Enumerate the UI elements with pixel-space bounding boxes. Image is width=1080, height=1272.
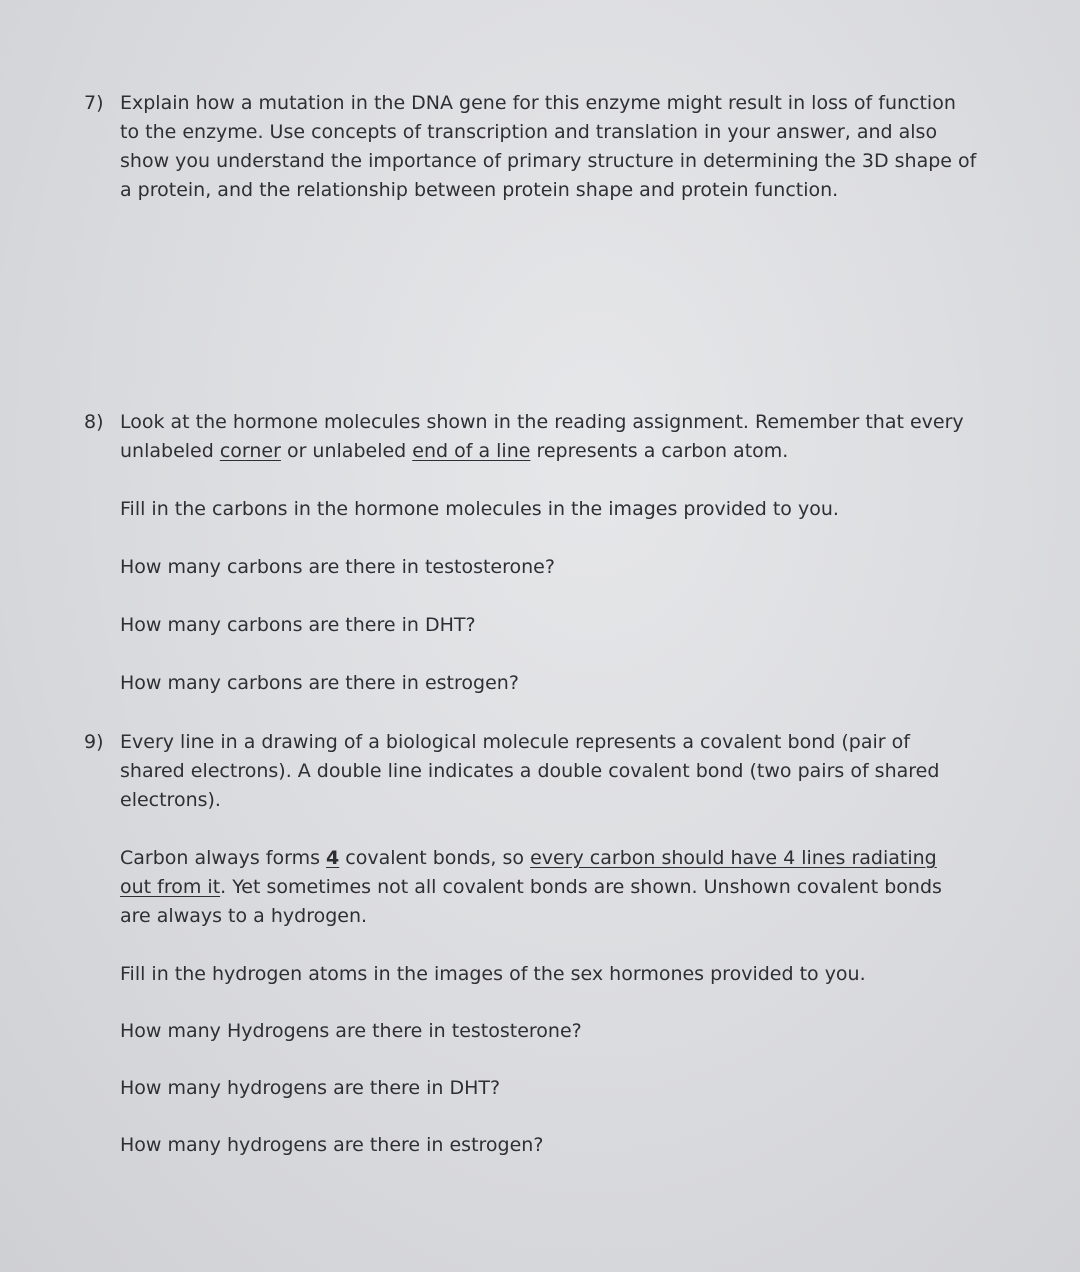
question-8-intro <box>120 408 980 466</box>
question-8-dht: How many carbons are there in DHT? <box>120 614 476 636</box>
question-8-intro-part-1: Look at the hormone molecules shown in the reading assignment. Remember that every unlabeled <box>120 411 964 462</box>
question-9-dht: How many hydrogens are there in DHT? <box>120 1077 501 1099</box>
underlined-four: 4 <box>326 847 340 869</box>
carbon-rule-part-1: Carbon always forms <box>120 847 327 869</box>
question-9-fill-instruction: Fill in the hydrogen atoms in the images of the sex hormones provided to you. <box>120 963 866 985</box>
question-8-number: 8) <box>84 411 104 433</box>
question-7-text: Explain how a mutation in the DNA gene for this enzyme might result in loss of function to the enzyme. Use concepts of transcription and translation in your answer, and also show you understand the importance of primary structure in determining the 3D shape of a protein, and the relationship between protein shape and protein function. <box>120 92 977 201</box>
carbon-rule-part-2: covalent bonds, so <box>339 847 531 869</box>
question-9-intro: Every line in a drawing of a biological molecule represents a covalent bond (pair of shared electrons). A double line indicates a double covalent bond (two pairs of shared electrons). <box>120 731 940 811</box>
question-9-number: 9) <box>84 731 104 753</box>
question-7-number: 7) <box>84 92 104 114</box>
underlined-end-of-line: end of a line <box>412 440 531 462</box>
question-9-estrogen: How many hydrogens are there in estrogen? <box>120 1134 544 1156</box>
question-8-testosterone: How many carbons are there in testosterone? <box>120 556 555 578</box>
question-8-intro-part-3: represents a carbon atom. <box>530 440 789 462</box>
question-8-fill-instruction: Fill in the carbons in the hormone molecules in the images provided to you. <box>120 498 839 520</box>
underlined-carbon-rule: every carbon should have 4 lines radiating out from it <box>120 847 937 898</box>
question-9-testosterone: How many Hydrogens are there in testosterone? <box>120 1020 582 1042</box>
question-9-carbon-rule <box>120 844 965 931</box>
underlined-corner: corner <box>219 440 281 462</box>
question-8-intro-part-2: or unlabeled <box>280 440 413 462</box>
question-8-estrogen: How many carbons are there in estrogen? <box>120 672 519 694</box>
carbon-rule-part-3: . Yet sometimes not all covalent bonds are shown. Unshown covalent bonds are always to a hydrogen. <box>120 876 942 927</box>
